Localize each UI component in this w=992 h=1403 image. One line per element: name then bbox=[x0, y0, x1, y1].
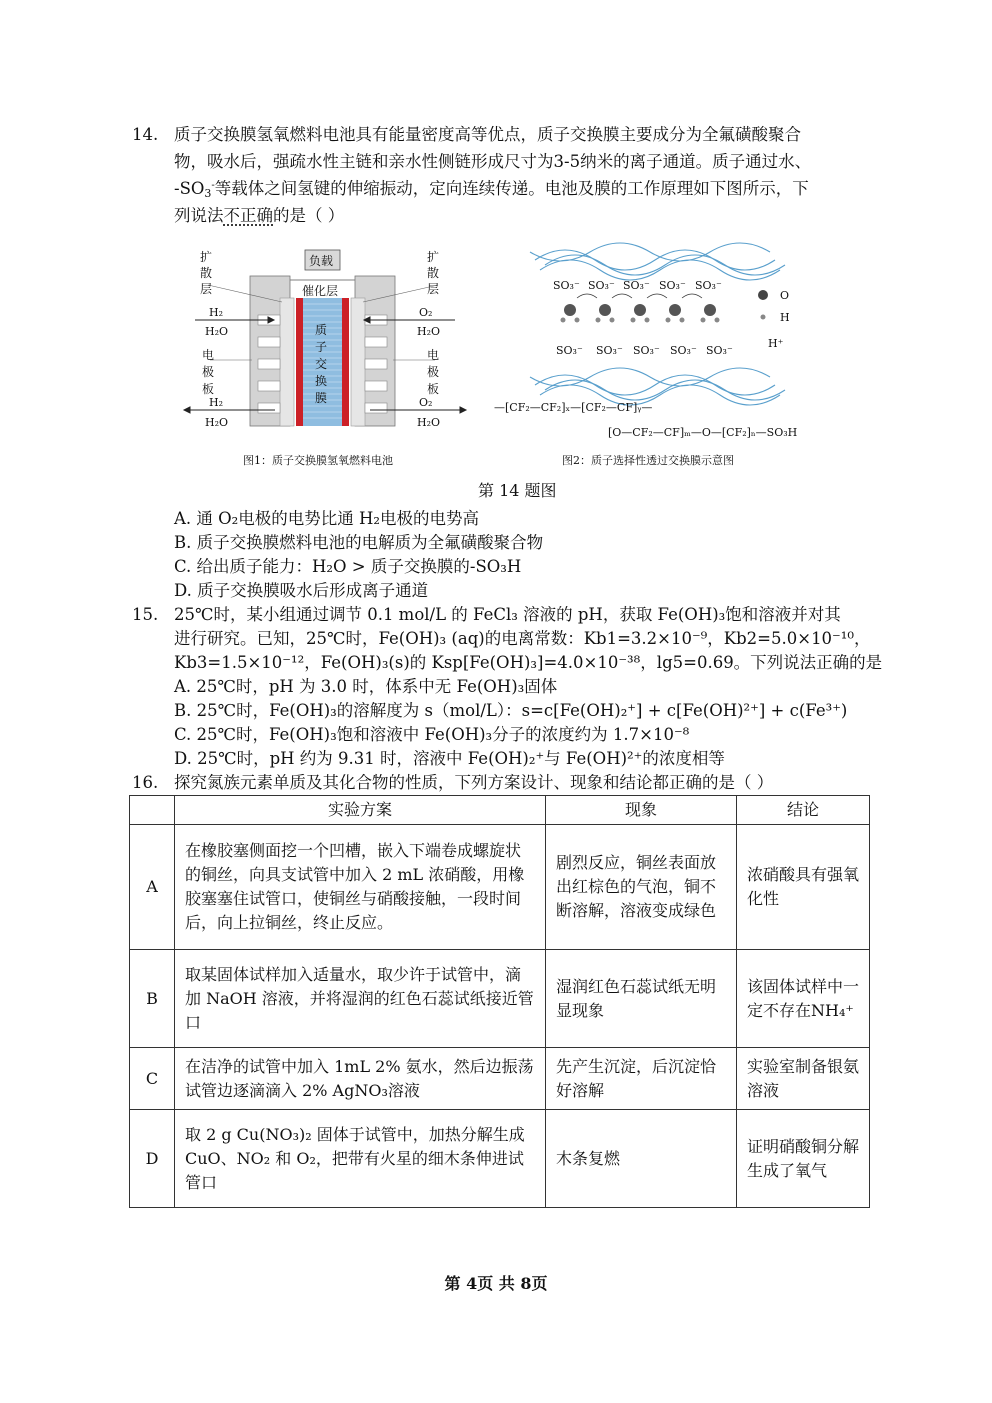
q14-stem-line3-rest: 等载体之间氢键的伸缩振动，定向连续传递。电池及膜的工作原理如下图所示，下 bbox=[214, 179, 809, 198]
so3-bottom-5: SO₃⁻ bbox=[706, 344, 733, 357]
q14-option-c: C. 给出质子能力：H₂O > 质子交换膜的-SO₃H bbox=[174, 557, 522, 576]
catalyst-layer-right bbox=[342, 298, 349, 426]
legend-o-dot bbox=[758, 290, 768, 300]
so3-top-5: SO₃⁻ bbox=[695, 279, 722, 292]
header-phenomenon: 现象 bbox=[546, 796, 737, 825]
q15-number: 15. bbox=[132, 605, 159, 624]
figure2-caption: 图2：质子选择性透过交换膜示意图 bbox=[562, 454, 734, 467]
q14-stem-line1: 质子交换膜氢氧燃料电池具有能量密度高等优点，质子交换膜主要成分为全氟磺酸聚合 bbox=[174, 125, 801, 144]
label-h2-in: H₂ bbox=[209, 306, 224, 319]
row-phenomenon: 湿润红色石蕊试纸无明显现象 bbox=[546, 950, 737, 1048]
catalyst-layer-left bbox=[296, 298, 303, 426]
q15-stem-line1: 25℃时，某小组通过调节 0.1 mol/L 的 FeCl₃ 溶液的 pH，获取 Fe(OH)₃饱和溶液并对其 bbox=[174, 605, 841, 624]
row-phenomenon: 先产生沉淀，后沉淀恰好溶解 bbox=[546, 1048, 737, 1110]
q14-emphasis: 不正确 bbox=[223, 206, 273, 225]
q14-option-a: A. 通 O₂电极的电势比通 H₂电极的电势高 bbox=[174, 509, 480, 528]
q15-option-c: C. 25℃时，Fe(OH)₃饱和溶液中 Fe(OH)₃分子的浓度约为 1.7×10⁻⁸ bbox=[174, 725, 690, 744]
label-electrode-left: 电极板 bbox=[202, 348, 215, 396]
q14-stem-line4 bbox=[174, 205, 344, 227]
q14-line4-c: 的是（ ） bbox=[273, 206, 345, 225]
legend-h-label: H bbox=[780, 311, 790, 324]
row-letter: C bbox=[130, 1048, 175, 1110]
legend-h-dot bbox=[761, 315, 766, 320]
q16-number: 16. bbox=[132, 773, 159, 792]
so3-top-2: SO₃⁻ bbox=[588, 279, 615, 292]
row-conclusion: 浓硝酸具有强氧化性 bbox=[737, 825, 870, 950]
row-phenomenon: 剧烈反应，铜丝表面放出红棕色的气泡，铜不断溶解，溶液变成绿色 bbox=[546, 825, 737, 950]
label-o2-out: O₂ bbox=[419, 396, 433, 409]
label-diffusion-right: 扩散层 bbox=[427, 250, 440, 296]
label-h2-out: H₂ bbox=[209, 396, 224, 409]
polymer-formula-backbone: —[CF₂—CF₂]ₓ—[CF₂—CF]ᵧ— bbox=[494, 401, 653, 414]
label-h2o-right-bottom: H₂O bbox=[417, 416, 441, 429]
polymer-formula-sidechain: [O—CF₂—CF]ₘ—O—[CF₂]ₙ—SO₃H bbox=[608, 426, 798, 439]
q14-option-b: B. 质子交换膜燃料电池的电解质为全氟磺酸聚合物 bbox=[174, 533, 544, 552]
experiment-table bbox=[129, 795, 870, 1208]
legend-o-label: O bbox=[780, 289, 790, 302]
page-footer: 第 4页 共 8页 bbox=[444, 1274, 548, 1293]
table-row bbox=[130, 1048, 870, 1110]
label-membrane: 质子交换膜 bbox=[315, 323, 328, 405]
q14-stem-line2: 物，吸水后，强疏水性主链和亲水性侧链形成尺寸为3-5纳米的离子通道。质子通过水、 bbox=[174, 152, 812, 171]
table-row bbox=[130, 825, 870, 950]
label-o2-in: O₂ bbox=[419, 306, 433, 319]
row-conclusion: 证明硝酸铜分解生成了氧气 bbox=[737, 1110, 870, 1208]
so3-bottom-3: SO₃⁻ bbox=[633, 344, 660, 357]
row-plan: 在洁净的试管中加入 1mL 2% 氨水，然后边振荡试管边逐滴滴入 2% AgNO₃溶液 bbox=[175, 1048, 546, 1110]
q14-stem-line3: $-SO_3^-$等载体之间氢键的伸缩振动，定向连续传递。电池及膜的工作原理如下图所示，下 bbox=[174, 179, 809, 200]
q14-number: 14. bbox=[132, 125, 159, 144]
row-conclusion: 实验室制备银氨溶液 bbox=[737, 1048, 870, 1110]
so3-bottom-1: SO₃⁻ bbox=[556, 344, 583, 357]
label-h2o-right-top: H₂O bbox=[417, 325, 441, 338]
label-diffusion-left: 扩散层 bbox=[200, 250, 213, 296]
table-header-row bbox=[130, 796, 870, 825]
so3-top-4: SO₃⁻ bbox=[659, 279, 686, 292]
row-letter: B bbox=[130, 950, 175, 1048]
table-row bbox=[130, 950, 870, 1048]
header-empty bbox=[130, 796, 175, 825]
row-plan: 在橡胶塞侧面挖一个凹槽，嵌入下端卷成螺旋状的铜丝，向具支试管中加入 2 mL 浓硝酸，用橡胶塞塞住试管口，使铜丝与硝酸接触，一段时间后，向上拉铜丝，终止反应。 bbox=[175, 825, 546, 950]
row-phenomenon: 木条复燃 bbox=[546, 1110, 737, 1208]
q14-line4-a: 列说法 bbox=[174, 206, 224, 225]
q16-stem: 探究氮族元素单质及其化合物的性质，下列方案设计、现象和结论都正确的是（ ） bbox=[174, 773, 774, 792]
so3-top-3: SO₃⁻ bbox=[623, 279, 650, 292]
water-oxygen-atoms bbox=[564, 304, 716, 316]
row-letter: A bbox=[130, 825, 175, 950]
figure1-caption: 图1：质子交换膜氢氧燃料电池 bbox=[243, 454, 393, 467]
so3-top-1: SO₃⁻ bbox=[553, 279, 580, 292]
label-load: 负载 bbox=[309, 254, 334, 268]
q15-option-b: B. 25℃时，Fe(OH)₃的溶解度为 s（mol/L）：s=c[Fe(OH)₂⁺] + c[Fe(OH)²⁺] + c(Fe³⁺) bbox=[174, 701, 848, 720]
row-plan: 取某固体试样加入适量水，取少许于试管中，滴加 NaOH 溶液，并将湿润的红色石蕊试纸接近管口 bbox=[175, 950, 546, 1048]
so3-bottom-4: SO₃⁻ bbox=[670, 344, 697, 357]
q15-stem-line2: 进行研究。已知，25℃时，Fe(OH)₃ (aq)的电离常数：Kb1=3.2×10⁻⁹，Kb2=5.0×10⁻¹⁰， bbox=[174, 629, 871, 648]
legend-hplus-label: H⁺ bbox=[768, 337, 784, 350]
q15-option-a: A. 25℃时，pH 为 3.0 时，体系中无 Fe(OH)₃固体 bbox=[174, 677, 558, 696]
header-conclusion: 结论 bbox=[737, 796, 870, 825]
header-plan: 实验方案 bbox=[175, 796, 546, 825]
label-h2o-left-top: H₂O bbox=[205, 325, 229, 338]
row-plan: 取 2 g Cu(NO₃)₂ 固体于试管中，加热分解生成 CuO、NO₂ 和 O₂，把带有火星的细木条伸进试管口 bbox=[175, 1110, 546, 1208]
label-h2o-left-bottom: H₂O bbox=[205, 416, 229, 429]
q15-stem-line3: Kb3=1.5×10⁻¹²，Fe(OH)₃(s)的 Ksp[Fe(OH)₃]=4.0×10⁻³⁸，lg5=0.69。下列说法正确的是 bbox=[174, 653, 883, 672]
q14-so3-prefix: -SO bbox=[174, 179, 205, 198]
q14-option-d: D. 质子交换膜吸水后形成离子通道 bbox=[174, 581, 429, 600]
row-conclusion: 该固体试样中一定不存在NH₄⁺ bbox=[737, 950, 870, 1048]
label-electrode-right: 电极板 bbox=[427, 348, 440, 396]
label-catalyst: 催化层 bbox=[302, 284, 339, 298]
q15-option-d: D. 25℃时，pH 约为 9.31 时，溶液中 Fe(OH)₂⁺与 Fe(OH)²⁺的浓度相等 bbox=[174, 749, 725, 768]
row-letter: D bbox=[130, 1110, 175, 1208]
table-row bbox=[130, 1110, 870, 1208]
so3-bottom-2: SO₃⁻ bbox=[596, 344, 623, 357]
figure-title: 第 14 题图 bbox=[478, 481, 557, 500]
